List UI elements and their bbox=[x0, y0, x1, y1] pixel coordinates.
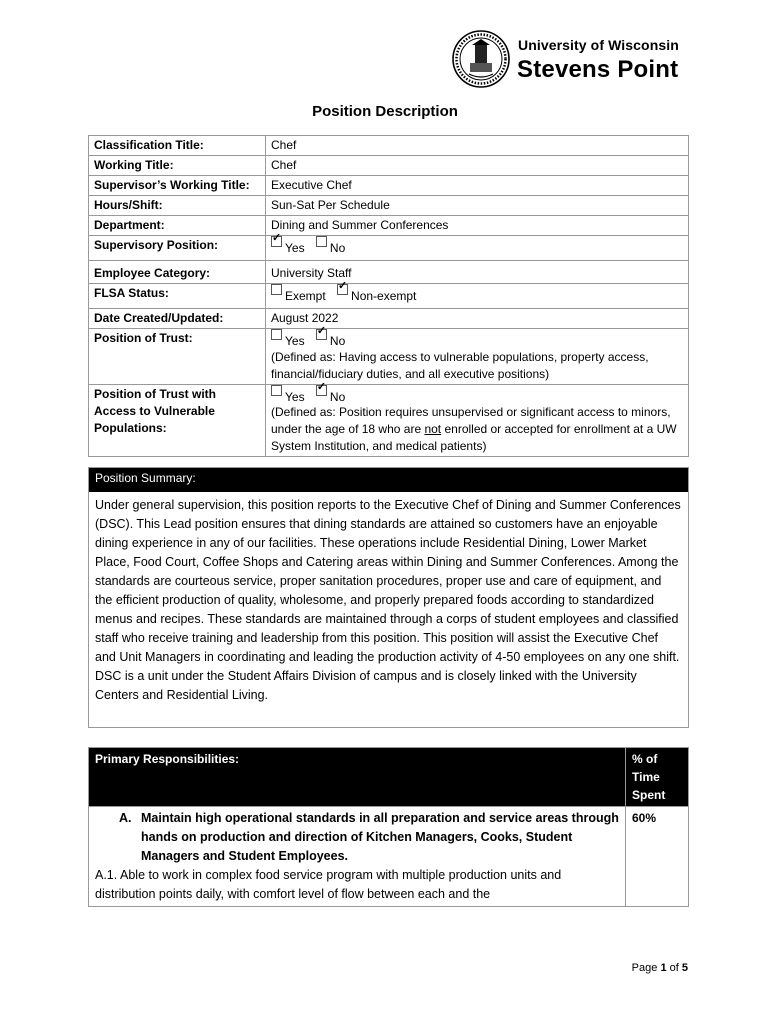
flsa-nonexempt-checkbox[interactable] bbox=[337, 284, 348, 295]
trust-options bbox=[266, 329, 689, 385]
responsibility-a bbox=[95, 809, 619, 866]
trust-definition: (Defined as: Having access to vulnerable populations, property access, financial/fiduciary duties, and all executive positions) bbox=[271, 350, 649, 381]
hours-value: Sun-Sat Per Schedule bbox=[266, 196, 689, 216]
vulnerable-definition-part1: (Defined as: Position requires unsupervised or significant access to minors, under the age of 18 who are bbox=[271, 405, 671, 436]
info-row-supervisory bbox=[89, 236, 689, 261]
vulnerable-no-label: No bbox=[329, 390, 346, 404]
of-label: of bbox=[669, 962, 679, 974]
info-row-classification bbox=[89, 136, 689, 156]
responsibility-a-percent: 60% bbox=[626, 807, 689, 907]
date-value: August 2022 bbox=[266, 309, 689, 329]
page-label: Page bbox=[631, 962, 658, 974]
vulnerable-yes-checkbox[interactable] bbox=[271, 385, 282, 396]
position-summary-section bbox=[88, 467, 689, 728]
trust-yes-label: Yes bbox=[285, 334, 305, 348]
info-row-vulnerable bbox=[89, 385, 689, 457]
university-seal-icon bbox=[452, 30, 510, 88]
supervisor-label: Supervisor’s Working Title: bbox=[89, 176, 266, 196]
responsibility-a-cell bbox=[89, 807, 626, 907]
flsa-options bbox=[266, 284, 689, 309]
supervisory-yes-label: Yes bbox=[285, 241, 305, 255]
university-logo bbox=[452, 30, 692, 92]
vulnerable-definition bbox=[271, 404, 683, 455]
trust-no-checkbox[interactable] bbox=[316, 329, 327, 340]
info-row-flsa bbox=[89, 284, 689, 309]
vulnerable-definition-not: not bbox=[424, 422, 442, 436]
info-row-trust bbox=[89, 329, 689, 385]
position-info-table bbox=[88, 135, 689, 457]
supervisory-options bbox=[266, 236, 689, 261]
page-number: 1 bbox=[660, 962, 667, 974]
department-value: Dining and Summer Conferences bbox=[266, 216, 689, 236]
supervisory-yes-checkbox[interactable] bbox=[271, 236, 282, 247]
document-title: Position Description bbox=[312, 103, 458, 120]
time-spent-heading: % of Time Spent bbox=[626, 748, 689, 807]
supervisor-value: Executive Chef bbox=[266, 176, 689, 196]
responsibility-a1: A.1. Able to work in complex food service program with multiple production units and distribution points daily, with comfort level of flow between each and the bbox=[95, 868, 562, 901]
supervisory-no-label: No bbox=[329, 241, 346, 255]
vulnerable-no-checkbox[interactable] bbox=[316, 385, 327, 396]
logo-line-campus: Stevens Point bbox=[517, 56, 679, 83]
responsibility-a-letter: A. bbox=[119, 811, 132, 825]
position-summary-heading: Position Summary: bbox=[89, 468, 688, 492]
hours-label: Hours/Shift: bbox=[89, 196, 266, 216]
date-label: Date Created/Updated: bbox=[89, 309, 266, 329]
category-value: University Staff bbox=[266, 261, 689, 284]
responsibility-row-a bbox=[89, 807, 689, 907]
supervisory-no-checkbox[interactable] bbox=[316, 236, 327, 247]
info-row-category bbox=[89, 261, 689, 284]
position-summary-text: Under general supervision, this position reports to the Executive Chef of Dining and Summer Conferences (DSC). This Lead position ensures that dining standards are attained so customers have an enjoyable dining experience in any of our facilities. These operations include Residential Dining, Lower Market Place, Food Court, Coffee Shops and Catering areas within Dining and Summer Conferences. Among the standards are courteous service, proper sanitation procedures, proper use and care of equipment, and the efficient production of quality, wholesome, and properly prepared foods according to standardized menus and recipes. These standards are maintained through a corps of student employees and classified staff who receive training and leadership from this position. This position will assist the Executive Chef and Unit Managers in coordinating and leading the production activity of 4-50 employees on any one shift. DSC is a unit under the Student Affairs Division of campus and is closely linked with the University Centers and Residential Living. bbox=[95, 498, 681, 702]
trust-no-label: No bbox=[329, 334, 346, 348]
flsa-nonexempt-label: Non-exempt bbox=[351, 289, 417, 303]
info-row-department bbox=[89, 216, 689, 236]
responsibilities-header-row bbox=[89, 748, 689, 807]
page-footer bbox=[632, 962, 688, 974]
vulnerable-label: Position of Trust with Access to Vulnerable Populations: bbox=[89, 385, 266, 457]
logo-line-university: University of Wisconsin bbox=[518, 37, 679, 53]
trust-label: Position of Trust: bbox=[89, 329, 266, 385]
trust-yes-checkbox[interactable] bbox=[271, 329, 282, 340]
info-row-supervisor bbox=[89, 176, 689, 196]
vulnerable-yes-label: Yes bbox=[285, 390, 305, 404]
category-label: Employee Category: bbox=[89, 261, 266, 284]
supervisory-label: Supervisory Position: bbox=[89, 236, 266, 261]
department-label: Department: bbox=[89, 216, 266, 236]
info-row-hours bbox=[89, 196, 689, 216]
vulnerable-options bbox=[266, 385, 689, 457]
vulnerable-definition-part2: enrolled or accepted for enrollment at a UW System Institution, and medical patients) bbox=[271, 422, 677, 453]
classification-label: Classification Title: bbox=[89, 136, 266, 156]
responsibilities-table bbox=[88, 747, 689, 907]
flsa-exempt-checkbox[interactable] bbox=[271, 284, 282, 295]
info-row-date bbox=[89, 309, 689, 329]
responsibility-a-text: Maintain high operational standards in all preparation and service areas through hands on production and direction of Kitchen Managers, Cooks, Student Managers and Student Employees. bbox=[141, 811, 619, 863]
working-title-label: Working Title: bbox=[89, 156, 266, 176]
page-total: 5 bbox=[681, 962, 688, 974]
classification-value: Chef bbox=[266, 136, 689, 156]
info-row-working-title bbox=[89, 156, 689, 176]
working-title-value: Chef bbox=[266, 156, 689, 176]
responsibilities-heading: Primary Responsibilities: bbox=[89, 748, 626, 807]
flsa-exempt-label: Exempt bbox=[285, 289, 326, 303]
flsa-label: FLSA Status: bbox=[89, 284, 266, 309]
